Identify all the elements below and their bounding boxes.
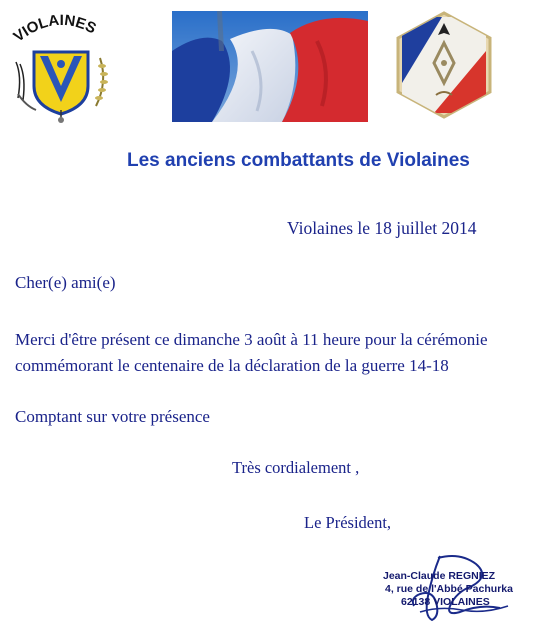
veterans-badge-icon xyxy=(394,11,494,119)
message-line-1: Merci d'être présent ce dimanche 3 août à 11 heure pour la cérémonie xyxy=(15,330,488,349)
signatory-city: 62138 VIOLAINES xyxy=(401,596,490,608)
closing-cordially: Très cordialement , xyxy=(232,458,360,477)
message-line-2: commémorant le centenaire de la déclaration de la guerre 14-18 xyxy=(15,356,449,375)
french-flag-icon xyxy=(172,11,368,122)
violaines-coat-of-arms-icon xyxy=(4,6,118,124)
closing-presence: Comptant sur votre présence xyxy=(15,407,210,426)
logo-title-text: VIOLAINES xyxy=(10,11,99,46)
president-title: Le Président, xyxy=(304,513,392,532)
greeting: Cher(e) ami(e) xyxy=(15,273,116,292)
page-title: Les anciens combattants de Violaines xyxy=(127,150,470,171)
signatory-name: Jean-Claude REGNIEZ xyxy=(383,570,496,582)
date-line: Violaines le 18 juillet 2014 xyxy=(287,218,477,238)
signatory-address: 4, rue de l'Abbé Pachurka xyxy=(385,583,513,595)
signature-block xyxy=(383,570,543,609)
